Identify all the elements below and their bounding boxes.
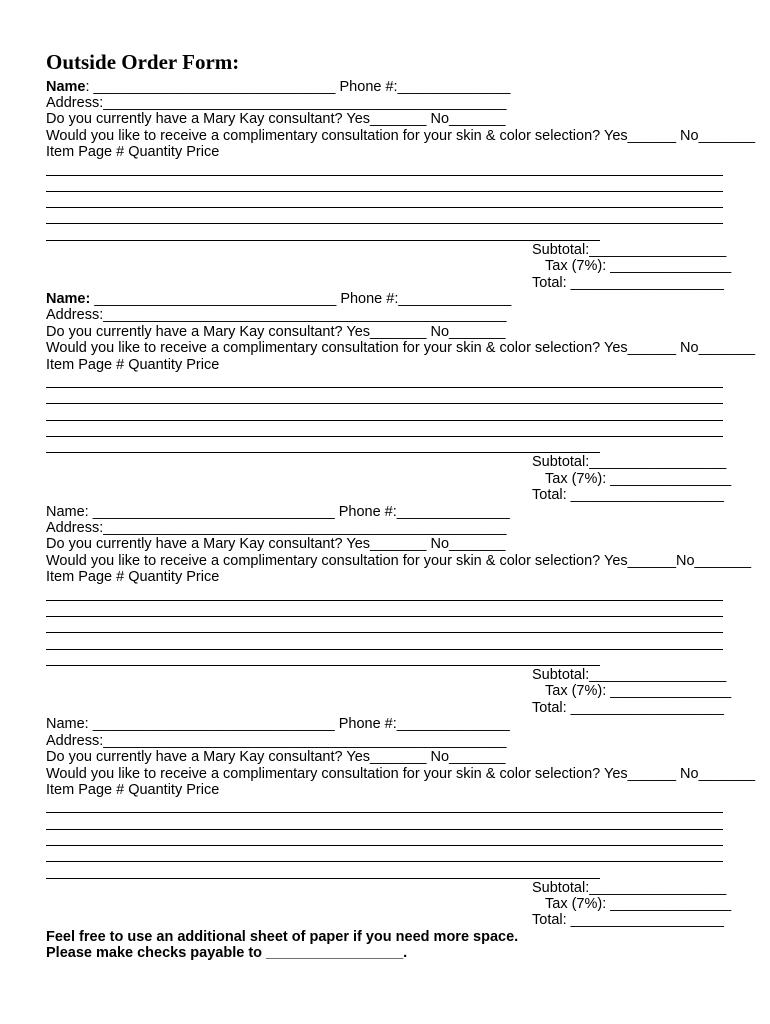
total-field[interactable]: Total: ___________________ (532, 912, 724, 928)
consultant-question[interactable]: Do you currently have a Mary Kay consultant? Yes_______ No_______ (46, 324, 506, 340)
consultant-question[interactable]: Do you currently have a Mary Kay consultant? Yes_______ No_______ (46, 536, 506, 552)
consultant-question[interactable]: Do you currently have a Mary Kay consultant? Yes_______ No_______ (46, 111, 506, 127)
tax-field[interactable]: Tax (7%): _______________ (545, 683, 732, 699)
phone-field[interactable]: Phone #:______________ (338, 504, 510, 520)
order-line[interactable] (46, 207, 723, 208)
total-field[interactable]: Total: ___________________ (532, 275, 724, 291)
order-line[interactable] (46, 649, 723, 650)
name-label: Name: (46, 291, 91, 307)
name-field[interactable]: ______________________________ (90, 291, 341, 307)
order-line[interactable] (46, 878, 600, 879)
tax-field[interactable]: Tax (7%): _______________ (545, 258, 732, 274)
name-label: Name (46, 79, 86, 95)
tax-field[interactable]: Tax (7%): _______________ (545, 896, 732, 912)
order-line[interactable] (46, 420, 723, 421)
subtotal-field[interactable]: Subtotal:_________________ (532, 667, 727, 683)
total-field[interactable]: Total: ___________________ (532, 700, 724, 716)
total-field[interactable]: Total: ___________________ (532, 487, 724, 503)
phone-field[interactable]: Phone #:______________ (340, 291, 512, 307)
order-line[interactable] (46, 387, 723, 388)
name-row (46, 716, 510, 732)
address-field[interactable]: Address:__________________________________________________ (46, 520, 507, 536)
address-field[interactable]: Address:__________________________________________________ (46, 307, 507, 323)
order-line[interactable] (46, 175, 723, 176)
item-column-headers: Item Page # Quantity Price (46, 144, 220, 160)
order-line[interactable] (46, 861, 723, 862)
order-line[interactable] (46, 845, 723, 846)
order-line[interactable] (46, 632, 723, 633)
tax-field[interactable]: Tax (7%): _______________ (545, 471, 732, 487)
item-column-headers: Item Page # Quantity Price (46, 569, 220, 585)
consultation-question[interactable]: Would you like to receive a complimentary consultation for your skin & color selection? Yes______ No_______ (46, 128, 756, 144)
order-line[interactable] (46, 452, 600, 453)
consultation-question[interactable]: Would you like to receive a complimentary consultation for your skin & color selection? Yes______No_______ (46, 553, 752, 569)
phone-field[interactable]: Phone #:______________ (339, 79, 511, 95)
name-label: Name: (46, 716, 89, 732)
name-field[interactable]: : ______________________________ (85, 79, 340, 95)
checks-payable-field[interactable]: Please make checks payable to _________________. (46, 945, 408, 961)
order-line[interactable] (46, 240, 600, 241)
order-line[interactable] (46, 403, 723, 404)
order-line[interactable] (46, 436, 723, 437)
consultation-question[interactable]: Would you like to receive a complimentary consultation for your skin & color selection? Yes______ No_______ (46, 766, 756, 782)
name-row (46, 79, 510, 95)
name-row (46, 291, 511, 307)
order-line[interactable] (46, 812, 723, 813)
subtotal-field[interactable]: Subtotal:_________________ (532, 242, 727, 258)
phone-field[interactable]: Phone #:______________ (338, 716, 510, 732)
order-line[interactable] (46, 616, 723, 617)
name-field[interactable]: ______________________________ (88, 504, 339, 520)
name-field[interactable]: ______________________________ (88, 716, 339, 732)
name-row (46, 504, 510, 520)
order-line[interactable] (46, 223, 723, 224)
order-line[interactable] (46, 191, 723, 192)
order-line[interactable] (46, 665, 600, 666)
subtotal-field[interactable]: Subtotal:_________________ (532, 454, 727, 470)
item-column-headers: Item Page # Quantity Price (46, 782, 220, 798)
consultation-question[interactable]: Would you like to receive a complimentary consultation for your skin & color selection? Yes______ No_______ (46, 340, 756, 356)
order-line[interactable] (46, 829, 723, 830)
item-column-headers: Item Page # Quantity Price (46, 357, 220, 373)
subtotal-field[interactable]: Subtotal:_________________ (532, 880, 727, 896)
name-label: Name: (46, 504, 89, 520)
address-field[interactable]: Address:__________________________________________________ (46, 95, 507, 111)
order-line[interactable] (46, 600, 723, 601)
extra-sheet-note: Feel free to use an additional sheet of paper if you need more space. (46, 929, 519, 945)
consultant-question[interactable]: Do you currently have a Mary Kay consultant? Yes_______ No_______ (46, 749, 506, 765)
form-title: Outside Order Form: (46, 50, 240, 74)
address-field[interactable]: Address:__________________________________________________ (46, 733, 507, 749)
